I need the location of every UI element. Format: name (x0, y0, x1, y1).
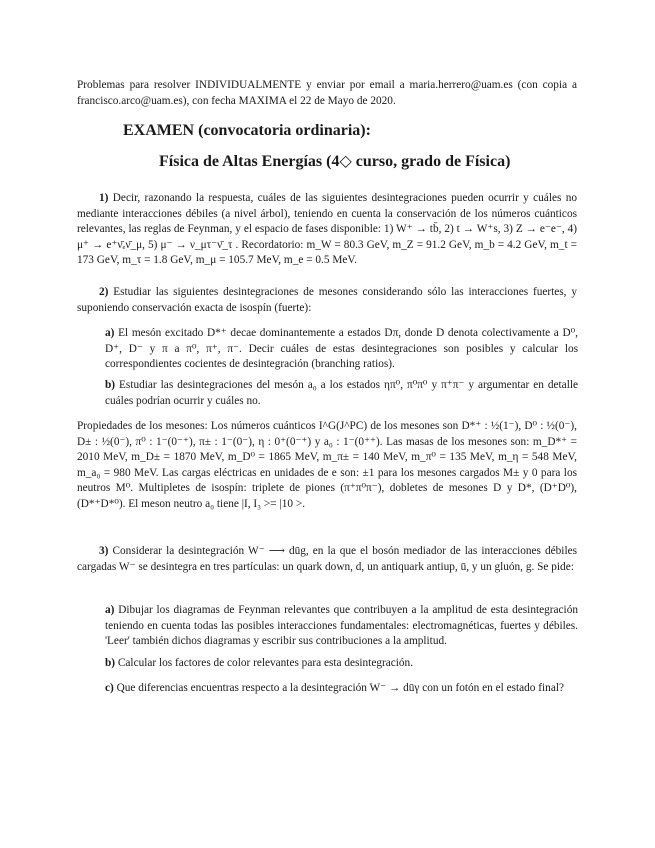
problem-3b-label: b) (105, 657, 116, 669)
meson-properties: Propiedades de los mesones: Los números cuánticos I^G(J^PC) de los mesones son D*⁺ : ½(1⁻), D⁰ : ½(0⁻), D± : ½(0⁻), π⁰ : 1⁻(0⁻⁺), π± : 1⁻(0⁻), η : 0⁺(0⁻⁺) y a₀ : 1⁻(0⁺⁺). Las masas de los mesones son: m_D*⁺ = 2010 MeV, m_D± = 1870 MeV, m_D⁰ = 1865 MeV, m_π± = 140 MeV, m_π⁰ = 135 MeV, m_η = 548 MeV, m_a₀ = 980 MeV. Las cargas eléctricas en unidades de e son: ±1 para los mesones cargados M± y 0 para los neutros M⁰. Multipletes de isospín: triplete de piones (π⁺π⁰π⁻), dobletes de mesones D y D*, (D⁺D⁰), (D*⁺D*⁰). El meson neutro a₀ tiene |I, I₃ >= |10 >. (77, 420, 577, 510)
problem-3c-text: Que diferencias encuentras respecto a la desintegración W⁻ → dūγ con un fotón en el estado final? (116, 682, 564, 694)
problem-2b (105, 378, 578, 409)
problem-3a (105, 603, 578, 650)
problem-2-text: Estudiar las siguientes desintegraciones de mesones considerando sólo las interacciones fuertes, y suponiendo conservación exacta de isospín (fuerte): (77, 286, 577, 314)
problem-3c (105, 681, 578, 697)
problem-1-number: 1) (99, 192, 109, 204)
problem-3a-text: Dibujar los diagramas de Feynman relevantes que contribuyen a la amplitud de esta desintegración teniendo en cuenta todas las posibles interacciones fundamentales: electromagnéticas, fuertes y débiles. 'Leer' también dichos diagramas y escribir sus contribuciones a la amplitud. (105, 604, 578, 647)
problem-2a-text: El mesón excitado D*⁺ decae dominantemente a estados Dπ, donde D denota colectivamente a D⁰, D⁺, D⁻ y π a π⁰, π⁺, π⁻. Decir cuáles de estas desintegraciones son posibles y calcular los correspondientes cocientes de desintegración (branching ratios). (105, 327, 578, 370)
problem-3a-label: a) (105, 604, 115, 616)
problem-3b-text: Calcular los factores de color relevantes para esta desintegración. (117, 657, 414, 669)
problem-2b-text: Estudiar las desintegraciones del mesón a₀ a los estados ηπ⁰, π⁰π⁰ y π⁺π⁻ y argumentar en detalle cuáles podrían ocurrir y cuáles no. (105, 379, 578, 407)
problem-2a (105, 326, 578, 373)
problem-3 (77, 544, 577, 575)
problem-3c-label: c) (105, 682, 114, 694)
problem-2b-label: b) (105, 379, 116, 391)
course-title: Física de Altas Energías (4◇ curso, grado de Física) (159, 153, 511, 170)
problem-1 (77, 191, 577, 269)
problem-1-text: Decir, razonando la respuesta, cuáles de las siguientes desintegraciones pueden ocurrir y cuáles no mediante interacciones débiles (a nivel árbol), teniendo en cuenta la conservación de los números cuánticos relevantes, las reglas de Feynman, y el espacio de fases disponible: 1) W⁺ → tb̄, 2) t → W⁺s, 3) Z → e⁻e⁻, 4) μ⁺ → e⁺ν̄ₑν̄_μ, 5) μ⁻ → ν_μτ⁻ν̄_τ . Recordatorio: m_W = 80.3 GeV, m_Z = 91.2 GeV, m_b = 4.2 GeV, m_t = 173 GeV, m_τ = 1.8 GeV, m_μ = 105.7 MeV, m_e = 0.5 MeV. (77, 192, 577, 266)
problem-2a-label: a) (105, 327, 115, 339)
problem-3b (105, 656, 578, 672)
problem-2-number: 2) (99, 286, 109, 298)
intro-instructions: Problemas para resolver INDIVIDUALMENTE y enviar por email a maria.herrero@uam.es (con copia a francisco.arco@uam.es), con fecha MAXIMA el 22 de Mayo de 2020. (77, 79, 577, 107)
problem-2 (77, 285, 577, 316)
problem-3-text: Considerar la desintegración W⁻ ⟶ dūg, en la que el bosón mediador de las interacciones débiles cargadas W⁻ se desintegra en tres partículas: un quark down, d, un antiquark antiup, ū, y un gluón, g. Se pide: (77, 545, 577, 573)
problem-3-number: 3) (99, 545, 109, 557)
exam-title: EXAMEN (convocatoria ordinaria): (123, 122, 371, 139)
